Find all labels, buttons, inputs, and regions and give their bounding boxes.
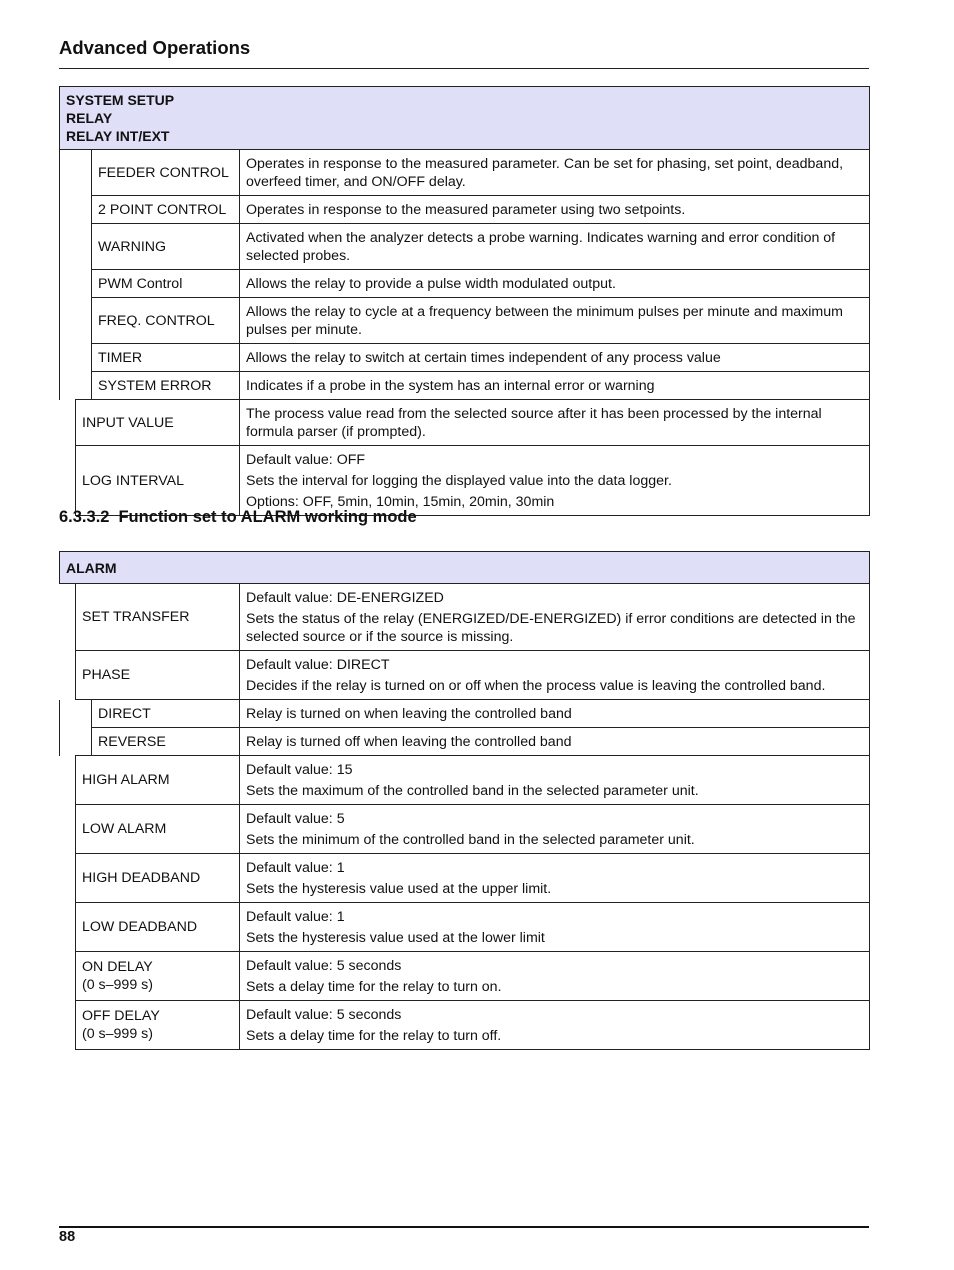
option-description: Sets the hysteresis value used at the lower limit [246, 930, 545, 946]
option-name: LOW DEADBAND [76, 903, 240, 952]
option-description: Relay is turned on when leaving the controlled band [246, 706, 572, 722]
option-name: HIGH DEADBAND [76, 854, 240, 903]
option-name [76, 952, 240, 1001]
option-description: Activated when the analyzer detects a probe warning. Indicates warning and error condition of selected probes. [246, 230, 836, 264]
option-description: Allows the relay to cycle at a frequency between the minimum pulses per minute and maximum pulses per minute. [246, 304, 843, 338]
option-name [76, 1001, 240, 1050]
option-description: Allows the relay to switch at certain times independent of any process value [246, 350, 721, 366]
table-row [60, 270, 870, 298]
option-name: FREQ. CONTROL [92, 298, 240, 344]
option-description: Sets a delay time for the relay to turn on. [246, 979, 502, 995]
option-description: Default value: 1 [246, 909, 345, 925]
option-name: REVERSE [92, 728, 240, 756]
header-divider [59, 68, 869, 69]
table-heading [60, 87, 870, 150]
option-name: PHASE [76, 651, 240, 700]
option-description: Sets the hysteresis value used at the upper limit. [246, 881, 552, 897]
option-description: The process value read from the selected source after it has been processed by the internal formula parser (if prompted). [246, 406, 822, 440]
option-description: Default value: 5 seconds [246, 958, 402, 974]
table-row [60, 952, 870, 1001]
option-description: Default value: 15 [246, 762, 353, 778]
option-description: Default value: 5 [246, 811, 345, 827]
option-name: SET TRANSFER [76, 584, 240, 651]
option-name: PWM Control [92, 270, 240, 298]
table-heading-row [60, 552, 870, 584]
option-description: Default value: OFF [246, 452, 366, 468]
table-row [60, 298, 870, 344]
option-description: Relay is turned off when leaving the controlled band [246, 734, 572, 750]
table-row [60, 700, 870, 728]
option-name: HIGH ALARM [76, 756, 240, 805]
table-row [60, 400, 870, 446]
alarm-options-table [59, 551, 870, 1050]
relay-options-table [59, 86, 870, 516]
option-name: WARNING [92, 224, 240, 270]
option-name: INPUT VALUE [76, 400, 240, 446]
option-description: Operates in response to the measured parameter. Can be set for phasing, set point, deadband, overfeed timer, and ON/OFF delay. [246, 156, 844, 190]
table-row [60, 903, 870, 952]
table-row [60, 446, 870, 516]
table-row [60, 651, 870, 700]
section-title: Function set to ALARM working mode [118, 508, 417, 526]
option-description: Allows the relay to provide a pulse width modulated output. [246, 276, 616, 292]
option-description: Indicates if a probe in the system has an internal error or warning [246, 378, 655, 394]
table-row [60, 805, 870, 854]
page-header-title: Advanced Operations [59, 37, 251, 58]
option-description: Sets the interval for logging the displayed value into the data logger. [246, 473, 672, 489]
option-name: 2 POINT CONTROL [92, 196, 240, 224]
option-description: Default value: 1 [246, 860, 345, 876]
table-row [60, 372, 870, 400]
section-number: 6.3.3.2 [59, 508, 110, 526]
option-name: TIMER [92, 344, 240, 372]
heading-line: SYSTEM SETUP [66, 92, 175, 108]
option-description: Default value: DE-ENERGIZED [246, 590, 444, 606]
option-description: Operates in response to the measured parameter using two setpoints. [246, 202, 686, 218]
table-row [60, 854, 870, 903]
option-description: Default value: DIRECT [246, 657, 390, 673]
heading-line: RELAY [66, 110, 113, 126]
option-name: SYSTEM ERROR [92, 372, 240, 400]
table-row [60, 584, 870, 651]
heading-line: RELAY INT/EXT [66, 128, 170, 144]
table-heading: ALARM [60, 552, 870, 584]
option-name-line: OFF DELAY [82, 1008, 160, 1024]
option-description: Default value: 5 seconds [246, 1007, 402, 1023]
option-name-line: ON DELAY [82, 959, 153, 975]
footer-divider [59, 1226, 869, 1228]
option-range-line: (0 s–999 s) [82, 977, 153, 993]
option-range-line: (0 s–999 s) [82, 1026, 153, 1042]
option-description: Sets the minimum of the controlled band in the selected parameter unit. [246, 832, 695, 848]
table-row [60, 196, 870, 224]
option-name: FEEDER CONTROL [92, 150, 240, 196]
option-description: Sets a delay time for the relay to turn off. [246, 1028, 502, 1044]
table-row [60, 1001, 870, 1050]
option-description: Sets the maximum of the controlled band in the selected parameter unit. [246, 783, 699, 799]
table-row [60, 728, 870, 756]
option-name: LOW ALARM [76, 805, 240, 854]
table-row [60, 344, 870, 372]
option-description: Sets the status of the relay (ENERGIZED/DE-ENERGIZED) if error conditions are detected in the selected source or if the source is missing. [246, 611, 856, 645]
option-name: LOG INTERVAL [76, 446, 240, 516]
table-heading-row [60, 87, 870, 150]
option-name: DIRECT [92, 700, 240, 728]
page-number: 88 [59, 1229, 76, 1245]
option-description: Options: OFF, 5min, 10min, 15min, 20min, 30min [246, 494, 555, 510]
option-description: Decides if the relay is turned on or off when the process value is leaving the controlled band. [246, 678, 826, 694]
table-row [60, 756, 870, 805]
section-heading [59, 508, 869, 527]
table-row [60, 150, 870, 196]
table-row [60, 224, 870, 270]
